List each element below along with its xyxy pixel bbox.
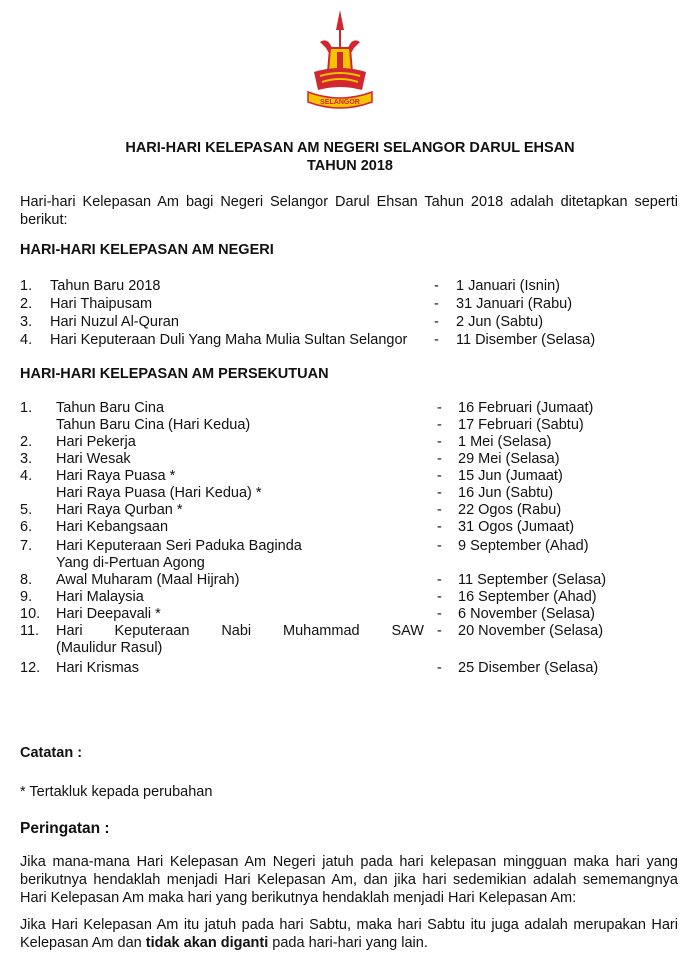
holiday-dash: - — [437, 589, 442, 605]
holiday-dash: - — [437, 485, 442, 501]
holiday-name-word: Nabi — [221, 623, 252, 639]
catatan-heading: Catatan : — [20, 745, 83, 761]
persekutuan-holiday-row — [0, 640, 700, 657]
holiday-dash: - — [437, 434, 442, 450]
persekutuan-holiday-row — [0, 502, 700, 519]
holiday-number: 10. — [20, 606, 41, 622]
para2-bold: tidak akan diganti — [145, 935, 269, 951]
holiday-dash: - — [434, 296, 439, 312]
persekutuan-holiday-row — [0, 417, 700, 434]
holiday-name: Tahun Baru 2018 — [50, 278, 161, 294]
holiday-name: Yang di-Pertuan Agong — [56, 555, 205, 571]
holiday-name-word: Muhammad — [283, 623, 360, 639]
page-title: HARI-HARI KELEPASAN AM NEGERI SELANGOR DARUL EHSAN — [125, 140, 575, 156]
holiday-date: 15 Jun (Jumaat) — [458, 468, 563, 484]
holiday-name-word: SAW — [391, 623, 424, 639]
holiday-name: Hari Nuzul Al-Quran — [50, 314, 179, 330]
para2-start: Jika Hari Kelepasan Am itu jatuh pada hari Sabtu, maka hari Sabtu itu juga adalah merupakan Hari Kelepasan Am dan — [20, 917, 678, 951]
holiday-name: Awal Muharam (Maal Hijrah) — [56, 572, 240, 588]
holiday-date: 11 Disember (Selasa) — [456, 332, 596, 348]
holiday-dash: - — [437, 606, 442, 622]
persekutuan-holiday-row — [0, 434, 700, 451]
peringatan-paragraph-1: Jika mana-mana Hari Kelepasan Am Negeri jatuh pada hari kelepasan mingguan maka hari yang berikutnya hendaklah menjadi Hari Kelepasan Am, dan jika hari sedemikian adalah sememangnya Hari Kelepasan Am maka hari yang berikutnya hendaklah menjadi Hari Kelepasan Am: — [20, 854, 678, 906]
holiday-date: 1 Mei (Selasa) — [458, 434, 552, 450]
persekutuan-holiday-row — [0, 572, 700, 589]
holiday-dash: - — [437, 623, 442, 639]
holiday-dash: - — [437, 417, 442, 433]
holiday-name: Hari Wesak — [56, 451, 131, 467]
holiday-name-word: Hari — [56, 623, 83, 639]
holiday-date: 22 Ogos (Rabu) — [458, 502, 562, 518]
holiday-dash: - — [437, 400, 442, 416]
holiday-dash: - — [437, 451, 442, 467]
persekutuan-holiday-row — [0, 451, 700, 468]
section-heading-negeri: HARI-HARI KELEPASAN AM NEGERI — [20, 242, 274, 258]
holiday-number: 8. — [20, 572, 33, 588]
holiday-name: Hari Kebangsaan — [56, 519, 169, 535]
holiday-dash: - — [434, 278, 439, 294]
holiday-date: 16 Februari (Jumaat) — [458, 400, 594, 416]
holiday-number: 11. — [20, 623, 40, 639]
page-title-year: TAHUN 2018 — [307, 158, 393, 174]
holiday-date: 11 September (Selasa) — [458, 572, 607, 588]
persekutuan-holiday-row — [0, 589, 700, 606]
negeri-holiday-row — [0, 296, 700, 313]
persekutuan-holiday-row — [0, 538, 700, 555]
holiday-dash: - — [434, 314, 439, 330]
holiday-number: 3. — [20, 451, 33, 467]
holiday-name: Hari Raya Puasa (Hari Kedua) * — [56, 485, 262, 501]
holiday-name-word: Keputeraan — [114, 623, 190, 639]
peringatan-paragraph-2 — [20, 916, 678, 952]
peringatan-heading: Peringatan : — [20, 820, 110, 837]
holiday-dash: - — [437, 572, 442, 588]
catatan-text: * Tertakluk kepada perubahan — [20, 784, 213, 800]
holiday-number: 9. — [20, 589, 33, 605]
crest-ribbon-text: SELANGOR — [320, 99, 360, 106]
holiday-name: Tahun Baru Cina (Hari Kedua) — [56, 417, 251, 433]
holiday-dash: - — [437, 538, 442, 554]
holiday-name: Hari Keputeraan Seri Paduka Baginda — [56, 538, 302, 554]
holiday-date: 31 Januari (Rabu) — [456, 296, 573, 312]
holiday-name: Hari Malaysia — [56, 589, 144, 605]
section-heading-persekutuan: HARI-HARI KELEPASAN AM PERSEKUTUAN — [20, 366, 329, 382]
holiday-date: 6 November (Selasa) — [458, 606, 595, 622]
holiday-date: 20 November (Selasa) — [458, 623, 604, 639]
negeri-holiday-row — [0, 314, 700, 331]
persekutuan-holiday-row — [0, 623, 700, 640]
holiday-name — [56, 623, 424, 640]
holiday-number: 1. — [20, 400, 33, 416]
holiday-date: 17 Februari (Sabtu) — [458, 417, 584, 433]
holiday-number: 2. — [20, 296, 33, 312]
holiday-name: Hari Deepavali * — [56, 606, 161, 622]
holiday-name: Hari Thaipusam — [50, 296, 153, 312]
holiday-date: 16 Jun (Sabtu) — [458, 485, 554, 501]
holiday-number: 5. — [20, 502, 33, 518]
persekutuan-holiday-row — [0, 519, 700, 536]
persekutuan-holiday-row — [0, 400, 700, 417]
holiday-date: 1 Januari (Isnin) — [456, 278, 560, 294]
holiday-number: 3. — [20, 314, 33, 330]
persekutuan-holiday-row — [0, 606, 700, 623]
holiday-name: Hari Pekerja — [56, 434, 136, 450]
holiday-dash: - — [437, 519, 442, 535]
holiday-number: 1. — [20, 278, 33, 294]
persekutuan-holiday-row — [0, 555, 700, 572]
holiday-name: Tahun Baru Cina — [56, 400, 165, 416]
holiday-number: 2. — [20, 434, 33, 450]
holiday-date: 16 September (Ahad) — [458, 589, 597, 605]
holiday-name: Hari Keputeraan Duli Yang Maha Mulia Sultan Selangor — [50, 332, 408, 348]
persekutuan-holiday-row — [0, 485, 700, 502]
holiday-dash: - — [437, 660, 442, 676]
holiday-number: 12. — [20, 660, 41, 676]
persekutuan-holiday-row — [0, 468, 700, 485]
holiday-date: 9 September (Ahad) — [458, 538, 589, 554]
persekutuan-holiday-row — [0, 660, 700, 677]
holiday-number: 6. — [20, 519, 33, 535]
negeri-holiday-row — [0, 278, 700, 295]
holiday-number: 4. — [20, 468, 33, 484]
holiday-dash: - — [437, 468, 442, 484]
holiday-name: Hari Krismas — [56, 660, 139, 676]
holiday-dash: - — [434, 332, 439, 348]
holiday-number: 7. — [20, 538, 33, 554]
intro-paragraph: Hari-hari Kelepasan Am bagi Negeri Selangor Darul Ehsan Tahun 2018 adalah ditetapkan seperti berikut: — [20, 194, 678, 228]
holiday-date: 31 Ogos (Jumaat) — [458, 519, 575, 535]
holiday-number: 4. — [20, 332, 33, 348]
holiday-name: (Maulidur Rasul) — [56, 640, 163, 656]
holiday-date: 25 Disember (Selasa) — [458, 660, 599, 676]
para2-end: pada hari-hari yang lain. — [272, 935, 428, 951]
holiday-date: 2 Jun (Sabtu) — [456, 314, 544, 330]
holiday-date: 29 Mei (Selasa) — [458, 451, 560, 467]
holiday-dash: - — [437, 502, 442, 518]
selangor-crest-logo — [300, 8, 380, 118]
negeri-holiday-row — [0, 332, 700, 349]
holiday-name: Hari Raya Qurban * — [56, 502, 183, 518]
holiday-name: Hari Raya Puasa * — [56, 468, 176, 484]
